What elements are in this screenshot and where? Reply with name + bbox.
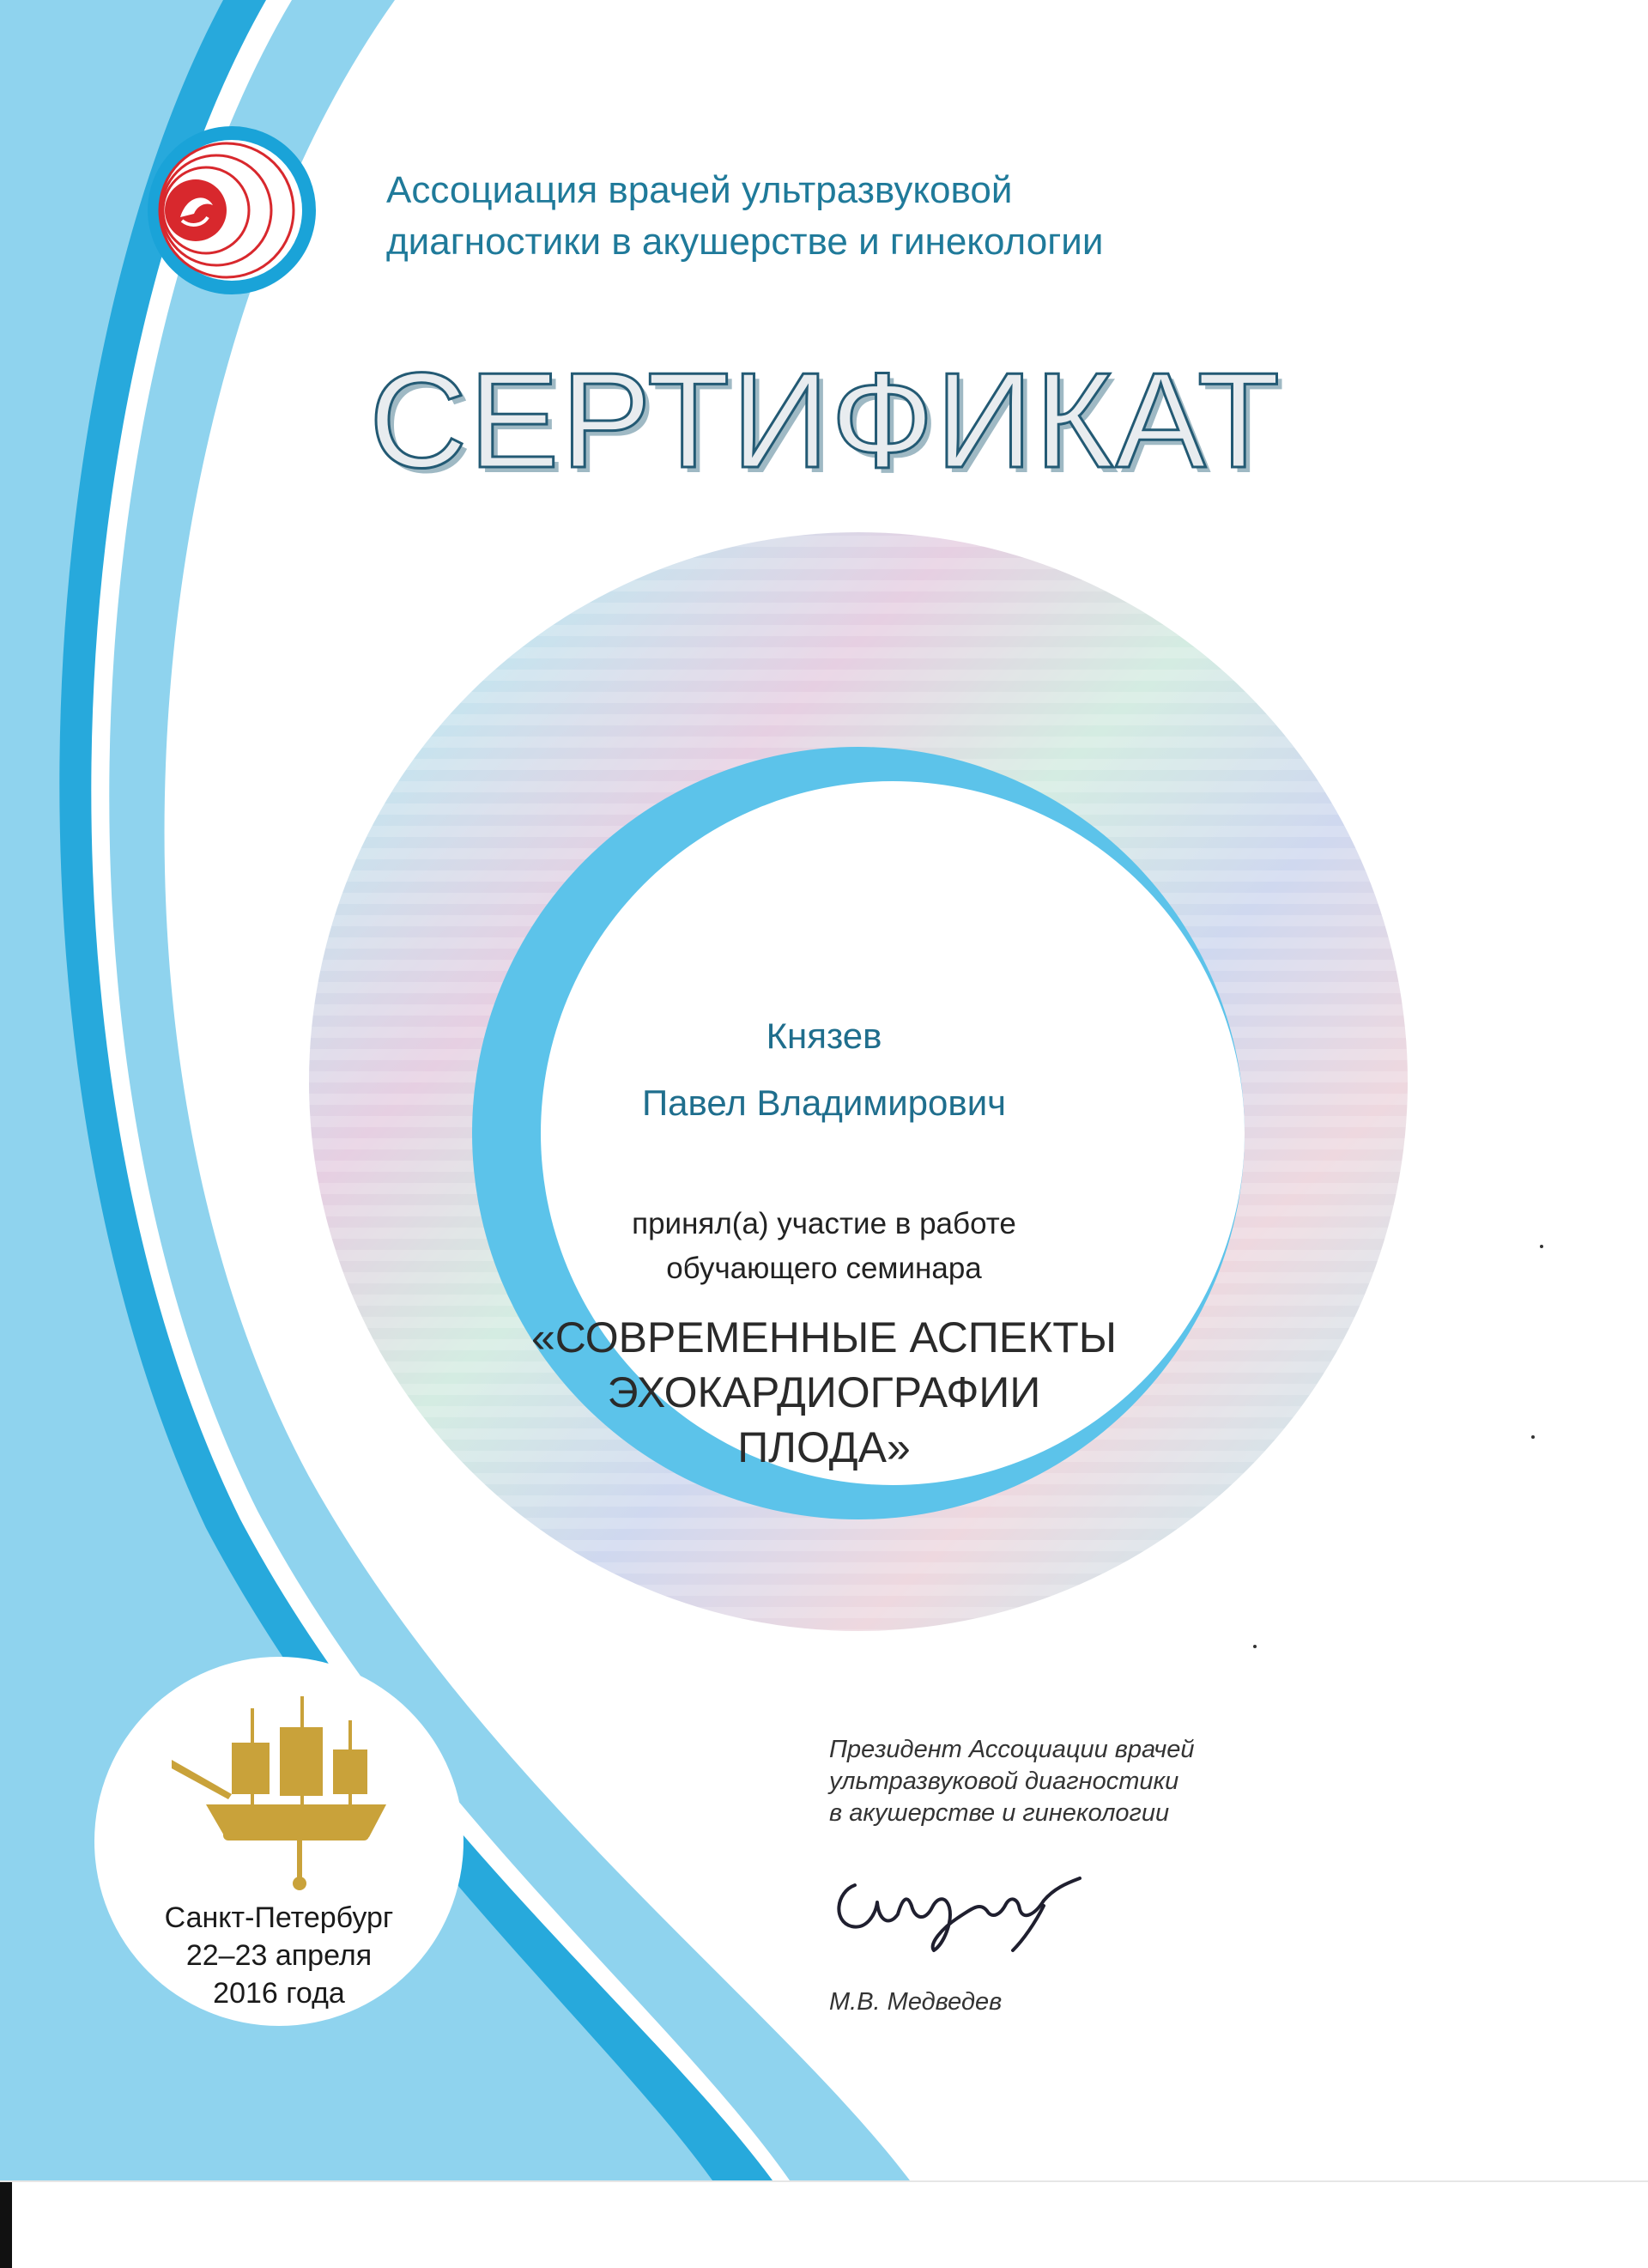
recipient-name [481,1003,1167,1137]
president-signature [829,1854,1104,1957]
organization-line-1: Ассоциация врачей ультразвуковой [386,169,1013,211]
event-year: 2016 года [213,1977,345,2010]
president-line-2: ультразвуковой диагностики [829,1768,1179,1795]
president-line-1: Президент Ассоциации врачей [829,1736,1195,1763]
event-city: Санкт-Петербург [164,1901,394,1934]
recipient-surname: Князев [766,1016,882,1056]
president-line-3: в акушерстве и гинекологии [829,1799,1170,1827]
scan-edge [0,2182,12,2268]
participation-text [481,1202,1167,1291]
event-details [112,1899,446,2012]
organization-name [386,165,1330,268]
president-title [829,1734,1344,1829]
organization-line-2: диагностики в акушерстве и гинекологии [386,221,1104,263]
seminar-line-2: ЭХОКАРДИОГРАФИИ [607,1368,1041,1416]
participation-line-1: принял(а) участие в работе [632,1207,1016,1240]
association-logo [154,133,309,288]
seminar-line-3: ПЛОДА» [737,1423,911,1471]
seminar-title [481,1310,1167,1475]
event-dates: 22–23 апреля [185,1939,373,1972]
seminar-line-1: «СОВРЕМЕННЫЕ АСПЕКТЫ [530,1313,1118,1361]
president-name: М.В. Медведев [829,1988,1003,2016]
scan-bottom-margin [0,2180,1648,2268]
participation-line-2: обучающего семинара [666,1252,982,1285]
certificate-title: СЕРТИФИКАТ [369,345,1282,496]
recipient-given-names: Павел Владимирович [641,1082,1007,1123]
